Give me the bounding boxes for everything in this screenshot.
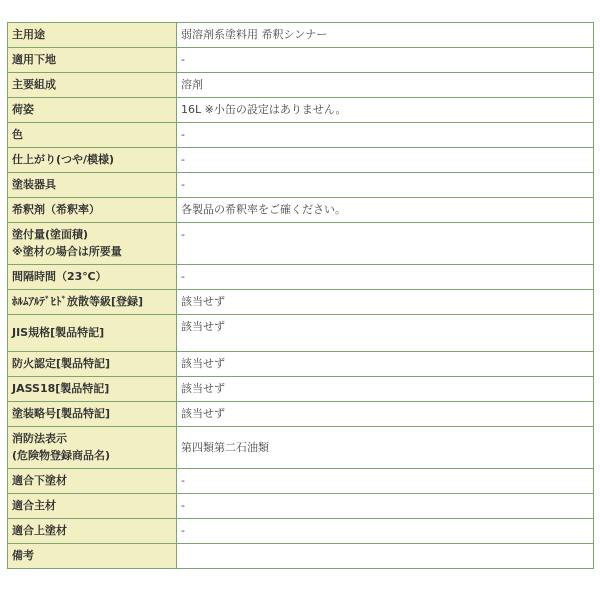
row-label: 消防法表示 (危険物登録商品名) <box>8 427 177 469</box>
row-label: 塗付量(塗面積) ※塗材の場合は所要量 <box>8 223 177 265</box>
table-row <box>8 48 594 73</box>
table-row <box>8 23 594 48</box>
table-row <box>8 469 594 494</box>
row-value: - <box>177 123 594 148</box>
row-label: JASS18[製品特記] <box>8 377 177 402</box>
row-label: 主要組成 <box>8 73 177 98</box>
row-value: 該当せず <box>177 377 594 402</box>
row-value <box>177 544 594 569</box>
row-value: 該当せず <box>177 402 594 427</box>
row-value: 該当せず <box>177 315 594 352</box>
row-label: 間隔時間（23℃） <box>8 265 177 290</box>
row-value: 溶剤 <box>177 73 594 98</box>
table-row <box>8 519 594 544</box>
row-value: 第四類第二石油類 <box>177 427 594 469</box>
table-row <box>8 73 594 98</box>
row-value: - <box>177 265 594 290</box>
row-value: - <box>177 494 594 519</box>
table-row <box>8 173 594 198</box>
row-label: 塗装略号[製品特記] <box>8 402 177 427</box>
table-row <box>8 290 594 315</box>
table-row <box>8 198 594 223</box>
row-label: 希釈剤（希釈率） <box>8 198 177 223</box>
table-row <box>8 98 594 123</box>
table-row <box>8 402 594 427</box>
table-row <box>8 148 594 173</box>
row-value: - <box>177 519 594 544</box>
row-value: 該当せず <box>177 290 594 315</box>
table-row <box>8 123 594 148</box>
row-label: 主用途 <box>8 23 177 48</box>
row-label: 適合上塗材 <box>8 519 177 544</box>
table-row <box>8 315 594 352</box>
row-label: 塗装器具 <box>8 173 177 198</box>
row-value: 弱溶剤系塗料用 希釈シンナー <box>177 23 594 48</box>
row-value: - <box>177 148 594 173</box>
row-value: - <box>177 469 594 494</box>
row-value: - <box>177 223 594 265</box>
row-value: - <box>177 48 594 73</box>
table-row <box>8 265 594 290</box>
product-spec-table <box>7 22 594 569</box>
row-label: 荷姿 <box>8 98 177 123</box>
row-value: - <box>177 173 594 198</box>
row-label: 防火認定[製品特記] <box>8 352 177 377</box>
row-label: 適用下地 <box>8 48 177 73</box>
table-row <box>8 377 594 402</box>
row-label: JIS規格[製品特記] <box>8 315 177 352</box>
row-label: 適合主材 <box>8 494 177 519</box>
row-label: 仕上がり(つや/模様) <box>8 148 177 173</box>
table-row <box>8 544 594 569</box>
row-label: 適合下塗材 <box>8 469 177 494</box>
table-row <box>8 427 594 469</box>
row-label: 備考 <box>8 544 177 569</box>
row-label: 色 <box>8 123 177 148</box>
row-value: 各製品の希釈率をご確ください。 <box>177 198 594 223</box>
table-row <box>8 223 594 265</box>
row-label: ﾎﾙﾑｱﾙﾃﾞﾋﾄﾞ放散等級[登録] <box>8 290 177 315</box>
table-row <box>8 352 594 377</box>
row-value: 該当せず <box>177 352 594 377</box>
table-row <box>8 494 594 519</box>
row-value: 16L ※小缶の設定はありません。 <box>177 98 594 123</box>
